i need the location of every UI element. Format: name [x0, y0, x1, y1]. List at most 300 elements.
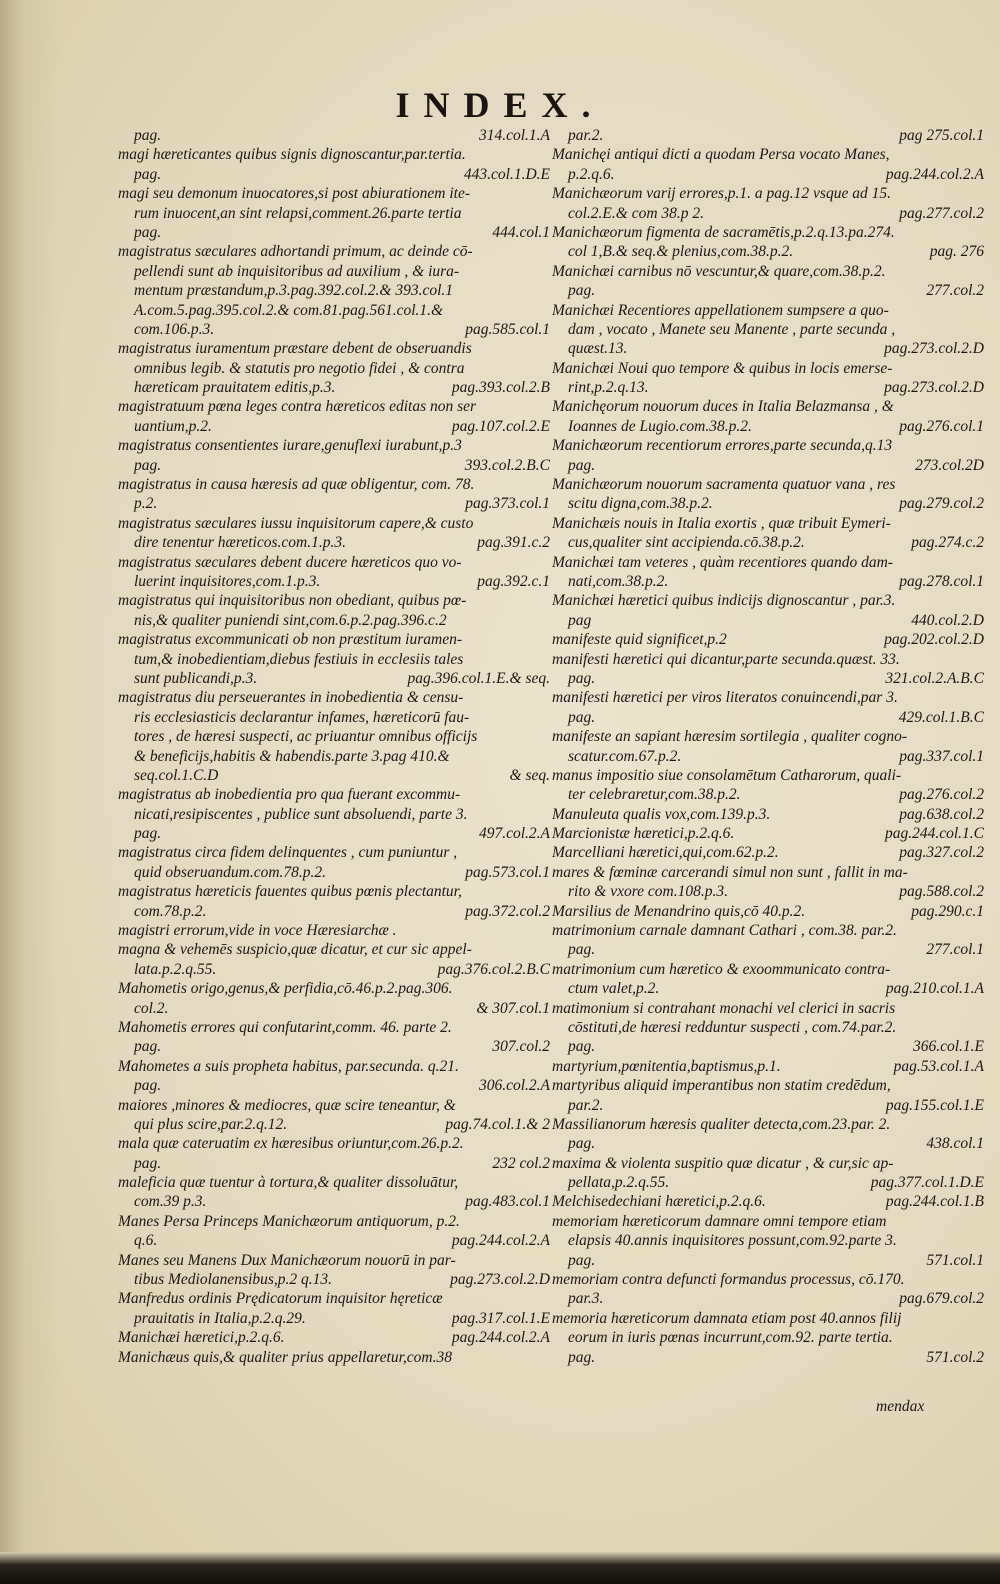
index-entry-line — [118, 1348, 550, 1367]
entry-page-reference: pag.573.col.1 — [465, 863, 550, 881]
index-entry-line — [552, 1154, 984, 1173]
entry-page-reference: 232 col.2 — [492, 1154, 550, 1172]
entry-page-reference: 321.col.2.A.B.C — [885, 669, 984, 687]
entry-page-reference: pag.376.col.2.B.C — [437, 960, 550, 978]
entry-text: Manichæi carnibus nō vescuntur,& quare,com.38.p.2. — [552, 262, 886, 280]
entry-text: manifeste quid significet,p.2 — [552, 631, 727, 649]
index-entry-line — [552, 1076, 984, 1095]
entry-text: elapsis 40.annis inquisitores possunt,com.92.parte 3. — [568, 1232, 897, 1250]
index-entry-line — [552, 747, 984, 766]
entry-text: pag. — [568, 941, 596, 959]
entry-page-reference: 444.col.1 — [492, 223, 550, 241]
index-entry-line — [118, 630, 550, 649]
entry-page-reference: 429.col.1.B.C — [898, 708, 984, 726]
index-entry-line — [118, 669, 550, 688]
entry-page-reference: pag.396.col.1.E.& seq. — [407, 669, 550, 687]
running-head: INDEX. — [395, 85, 605, 125]
entry-text: eorum in iuris pœnas incurrunt,com.92. parte tertia. — [568, 1329, 893, 1347]
entry-text: magi seu demonum inuocatores,si post abiurationem ite- — [118, 185, 471, 203]
entry-text: mala quæ cateruatim ex hæresibus oriuntur,com.26.p.2. — [118, 1135, 464, 1153]
entry-page-reference: pag.244.col.2.A — [451, 1232, 550, 1250]
entry-text: qui plus scire,par.2.q.12. — [134, 1115, 288, 1133]
entry-text: magistratus circa fidem delinquentes , cum puniuntur , — [118, 844, 458, 862]
index-entry-line — [118, 1096, 550, 1115]
index-entry-line — [118, 320, 550, 339]
entry-text: Mahometis errores qui confutarint,comm. 46. parte 2. — [118, 1018, 452, 1036]
entry-text: & beneficijs,habitis & habendis.parte 3.pag 410.& — [134, 747, 450, 765]
index-entry-line — [118, 572, 550, 591]
entry-text: pag. — [568, 1038, 596, 1056]
entry-page-reference: 393.col.2.B.C — [464, 456, 550, 474]
entry-text: magistratus iuramentum præstare debent de obseruandis — [118, 340, 472, 358]
index-entry-line — [118, 1251, 550, 1270]
entry-text: magistratus qui inquisitoribus non obediant, quibus pœ- — [118, 592, 467, 610]
index-entry-line — [552, 281, 984, 300]
entry-text: col.2.E.& com 38.p 2. — [568, 204, 705, 222]
entry-text: manus impositio siue consolamētum Catharorum, quali- — [552, 766, 902, 784]
entry-text: quæst.13. — [568, 340, 628, 358]
entry-text: martyrium,pœnitentia,baptismus,p.1. — [552, 1057, 781, 1075]
entry-page-reference: pag.679.col.2 — [899, 1290, 984, 1308]
index-entry-line — [552, 1192, 984, 1211]
entry-text: com.78.p.2. — [134, 902, 207, 920]
index-entry-line — [118, 960, 550, 979]
entry-page-reference: pag.273.col.2.D — [884, 340, 984, 358]
entry-text: Manichæus quis,& qualiter prius appellaretur,com.38 — [118, 1348, 452, 1366]
index-entry-line — [552, 979, 984, 998]
entry-page-reference: 497.col.2.A — [478, 825, 550, 843]
index-entry-line — [552, 1231, 984, 1250]
entry-page-reference: pag.74.col.1.& 2 — [445, 1115, 550, 1133]
entry-text: mentum præstandum,p.3.pag.392.col.2.& 393.col.1 — [134, 282, 454, 300]
entry-text: par.2. — [568, 127, 604, 144]
index-entry-line — [552, 650, 984, 669]
entry-page-reference: pag.290.c.1 — [911, 902, 984, 920]
index-entry-line — [118, 1134, 550, 1153]
entry-text: rint,p.2.q.13. — [568, 379, 649, 397]
index-entry-line — [118, 204, 550, 223]
index-entry-line — [118, 281, 550, 300]
index-entry-line — [552, 1270, 984, 1289]
index-entry-line — [118, 417, 550, 436]
entry-text: manifesti hæretici per viros literatos conuincendi,par 3. — [552, 689, 898, 707]
entry-text: Marcionistæ hæretici,p.2.q.6. — [552, 825, 735, 843]
index-entry-line — [118, 1173, 550, 1192]
entry-page-reference: 571.col.2 — [926, 1348, 984, 1366]
entry-text: quid obseruandum.com.78.p.2. — [134, 863, 327, 881]
entry-page-reference: pag.53.col.1.A — [893, 1057, 984, 1075]
index-entry-line — [552, 242, 984, 261]
index-entry-line — [552, 533, 984, 552]
entry-text: p.2.q.6. — [568, 165, 615, 183]
index-entry-line — [552, 1018, 984, 1037]
index-entry-line — [552, 184, 984, 203]
entry-text: Ioannes de Lugio.com.38.p.2. — [568, 417, 752, 435]
index-entry-line — [118, 591, 550, 610]
entry-page-reference: pag.278.col.1 — [899, 572, 984, 590]
entry-page-reference: pag.279.col.2 — [899, 495, 984, 513]
entry-text: Manichæi hæretici quibus indicijs dignoscantur , par.3. — [552, 592, 896, 610]
entry-text: luerint inquisitores,com.1.p.3. — [134, 572, 321, 590]
entry-text: Manes Persa Princeps Manichæorum antiquorum, p.2. — [118, 1212, 460, 1230]
index-entry-line — [552, 882, 984, 901]
index-entry-line — [552, 630, 984, 649]
index-entry-line — [552, 611, 984, 630]
index-entry-line — [552, 727, 984, 746]
index-entry-line — [118, 1057, 550, 1076]
entry-text: pag. — [568, 1348, 596, 1366]
entry-page-reference: 443.col.1.D.E — [463, 165, 550, 183]
entry-text: dam , vocato , Manete seu Manente , parte secunda , — [568, 320, 896, 338]
index-entry-line — [118, 359, 550, 378]
entry-page-reference: pag.277.col.2 — [899, 204, 984, 222]
index-entry-line — [118, 650, 550, 669]
entry-text: Manichęi antiqui dicti a quodam Persa vocato Manes, — [552, 146, 890, 164]
index-entry-line — [118, 1231, 550, 1250]
entry-text: pag. — [568, 1135, 596, 1153]
index-entry-line — [118, 533, 550, 552]
entry-text: magistratus sæculares debent ducere hæreticos quo vo- — [118, 553, 462, 571]
index-entry-line — [552, 688, 984, 707]
index-entry-line — [118, 843, 550, 862]
index-entry-line — [552, 1037, 984, 1056]
entry-page-reference: & 307.col.1 — [476, 999, 550, 1017]
entry-page-reference: pag.274.c.2 — [911, 534, 984, 552]
index-entry-line — [118, 1154, 550, 1173]
entry-page-reference: pag.276.col.1 — [899, 417, 984, 435]
entry-text: pag. — [134, 1154, 162, 1172]
entry-text: magistratus sæculares iussu inquisitorum capere,& custo — [118, 514, 474, 532]
entry-text: Marsilius de Menandrino quis,cō 40.p.2. — [552, 902, 806, 920]
index-entry-line — [118, 165, 550, 184]
index-entry-line — [552, 436, 984, 455]
entry-text: magistri errorum,vide in voce Hæresiarchæ . — [118, 922, 397, 940]
index-entry-line — [552, 960, 984, 979]
entry-text: Mahometes a suis propheta habitus, par.secunda. q.21. — [118, 1057, 459, 1075]
index-entry-line — [552, 301, 984, 320]
index-column-left — [118, 126, 550, 1367]
entry-text: nis,& qualiter puniendi sint,com.6.p.2.pag.396.c.2 — [134, 611, 447, 629]
index-entry-line — [552, 805, 984, 824]
entry-text: magistratus hæreticis fauentes quibus pœnis plectantur, — [118, 883, 462, 901]
entry-text: ris ecclesiasticis declarantur infames, hæreticorū fau- — [134, 708, 470, 726]
entry-text: seq.col.1.C.D — [134, 766, 219, 784]
index-entry-line — [552, 999, 984, 1018]
entry-page-reference: 314.col.1.A — [478, 127, 550, 144]
index-entry-line — [118, 262, 550, 281]
index-entry-line — [118, 1076, 550, 1095]
entry-page-reference: pag.244.col.1.C — [884, 825, 984, 843]
index-entry-line — [552, 572, 984, 591]
entry-text: Manes seu Manens Dux Manichæorum nouorū in par- — [118, 1251, 456, 1269]
index-entry-line — [118, 611, 550, 630]
index-entry-line — [118, 824, 550, 843]
index-entry-line — [118, 553, 550, 572]
entry-page-reference: 366.col.1.E — [912, 1038, 984, 1056]
entry-text: pag — [568, 611, 592, 629]
entry-page-reference: pag.155.col.1.E — [885, 1096, 984, 1114]
entry-text: col 1,B.& seq.& plenius,com.38.p.2. — [568, 243, 794, 261]
entry-text: sunt publicandi,p.3. — [134, 669, 258, 687]
entry-text: rum inuocent,an sint relapsi,comment.26.parte tertia — [134, 204, 462, 222]
entry-page-reference: pag.317.col.1.E — [451, 1309, 550, 1327]
entry-text: Massilianorum hæresis qualiter detecta,com.23.par. 2. — [552, 1115, 891, 1133]
index-entry-line — [552, 378, 984, 397]
entry-page-reference: 277.col.2 — [926, 282, 984, 300]
index-entry-line — [118, 902, 550, 921]
entry-text: maxima & violenta suspitio quæ dicatur , & cur,sic ap- — [552, 1154, 894, 1172]
entry-page-reference: 277.col.1 — [926, 941, 984, 959]
entry-text: omnibus legib. & statutis pro negotio fidei , & contra — [134, 359, 465, 377]
entry-text: magi hæreticantes quibus signis dignoscantur,par.tertia. — [118, 146, 466, 164]
entry-text: com.106.p.3. — [134, 320, 215, 338]
entry-text: pellendi sunt ab inquisitoribus ad auxilium , & iura- — [134, 262, 460, 280]
index-entry-line — [118, 688, 550, 707]
entry-text: Manichæorum varij errores,p.1. a pag.12 vsque ad 15. — [552, 185, 891, 203]
index-entry-line — [552, 1348, 984, 1367]
index-entry-line — [552, 708, 984, 727]
entry-page-reference: pag 275.col.1 — [899, 127, 984, 144]
index-entry-line — [552, 785, 984, 804]
entry-text: maiores ,minores & mediocres, quæ scire teneantur, & — [118, 1096, 456, 1114]
entry-text: martyribus aliquid imperantibus non statim credēdum, — [552, 1077, 891, 1095]
index-entry-line — [118, 184, 550, 203]
index-entry-line — [118, 1212, 550, 1231]
entry-page-reference: pag.377.col.1.D.E — [870, 1174, 984, 1192]
entry-text: Melchisedechiani hæretici,p.2.q.6. — [552, 1193, 766, 1211]
entry-text: Manichæi Recentiores appellationem sumpsere a quo- — [552, 301, 889, 319]
entry-text: pag. — [134, 1077, 162, 1095]
entry-text: Marcelliani hæretici,qui,com.62.p.2. — [552, 844, 779, 862]
entry-text: dire tenentur hæreticos.com.1.p.3. — [134, 534, 346, 552]
entry-page-reference: pag.273.col.2.D — [884, 379, 984, 397]
index-entry-line — [552, 669, 984, 688]
entry-page-reference: pag.588.col.2 — [899, 883, 984, 901]
index-entry-line — [552, 1212, 984, 1231]
entry-text: q.6. — [134, 1232, 158, 1250]
index-entry-line — [552, 902, 984, 921]
entry-page-reference: pag.373.col.1 — [465, 495, 550, 513]
entry-text: mares & fœminæ carcerandi simul non sunt , fallit in ma- — [552, 863, 908, 881]
entry-text: memoria hæreticorum damnata etiam post 40.annos filij — [552, 1309, 902, 1327]
index-entry-line — [118, 921, 550, 940]
index-entry-line — [118, 436, 550, 455]
entry-text: magistratus diu perseuerantes in inobedientia & censu- — [118, 689, 464, 707]
entry-text: pag. — [134, 456, 162, 474]
entry-text: pag. — [568, 669, 596, 687]
entry-text: pag. — [568, 456, 596, 474]
index-entry-line — [118, 456, 550, 475]
entry-text: Manichæorum figmenta de sacramētis,p.2.q.13.pa.274. — [552, 223, 895, 241]
entry-text: pag. — [134, 825, 162, 843]
entry-page-reference: 571.col.1 — [926, 1251, 984, 1269]
entry-text: Mahometis origo,genus,& perfidia,cō.46.p.2.pag.306. — [118, 980, 453, 998]
index-entry-line — [118, 1192, 550, 1211]
entry-text: memoriam hæreticorum damnare omni tempore etiam — [552, 1212, 887, 1230]
entry-page-reference: pag.483.col.1 — [465, 1193, 550, 1211]
entry-text: Manfredus ordinis Prędicatorum inquisitor hęreticæ — [118, 1290, 443, 1308]
index-entry-line — [118, 1289, 550, 1308]
index-entry-line — [552, 397, 984, 416]
index-entry-line — [118, 494, 550, 513]
index-entry-line — [552, 262, 984, 281]
entry-text: magistratus in causa hæresis ad quæ obligentur, com. 78. — [118, 476, 475, 494]
entry-page-reference: pag.273.col.2.D — [450, 1271, 550, 1289]
entry-page-reference: 307.col.2 — [492, 1038, 550, 1056]
entry-page-reference: pag.393.col.2.B — [451, 379, 550, 397]
index-entry-line — [118, 1115, 550, 1134]
entry-page-reference: pag.638.col.2 — [899, 805, 984, 823]
index-entry-line — [552, 359, 984, 378]
entry-text: matrimonium cum hæretico & exoommunicato contra- — [552, 960, 891, 978]
index-entry-line — [118, 378, 550, 397]
entry-page-reference: 440.col.2.D — [911, 611, 984, 629]
entry-page-reference: pag.107.col.2.E — [451, 417, 550, 435]
index-entry-line — [552, 1289, 984, 1308]
index-entry-line — [118, 863, 550, 882]
index-entry-line — [118, 339, 550, 358]
entry-text: par.3. — [568, 1290, 604, 1308]
index-entry-line — [552, 223, 984, 242]
catchword: mendax — [876, 1398, 925, 1415]
index-entry-line — [118, 979, 550, 998]
entry-page-reference: & seq. — [509, 766, 550, 784]
entry-text: lata.p.2.q.55. — [134, 960, 217, 978]
entry-page-reference: pag.372.col.2 — [465, 902, 550, 920]
index-entry-line — [118, 785, 550, 804]
entry-text: Manichæi tam veteres , quàm recentiores quando dam- — [552, 553, 893, 571]
entry-text: tum,& inobedientiam,diebus festiuis in ecclesiis tales — [134, 650, 464, 668]
entry-text: scitu digna,com.38.p.2. — [568, 495, 713, 513]
entry-text: cōstituti,de hæresi redduntur suspecti , com.74.par.2. — [568, 1018, 897, 1036]
entry-text: ter celebraretur,com.38.p.2. — [568, 786, 741, 804]
index-entry-line — [552, 921, 984, 940]
index-entry-line — [118, 747, 550, 766]
entry-page-reference: pag.337.col.1 — [899, 747, 984, 765]
entry-page-reference: pag.585.col.1 — [465, 320, 550, 338]
index-entry-line — [552, 1134, 984, 1153]
entry-text: pag. — [568, 1251, 596, 1269]
index-column-right — [552, 126, 984, 1367]
entry-text: uantium,p.2. — [134, 417, 212, 435]
index-entry-line — [552, 145, 984, 164]
entry-text: Manichæorum recentiorum errores,parte secunda,q.13 — [552, 437, 893, 455]
entry-text: cus,qualiter sint accipienda.cō.38.p.2. — [568, 534, 805, 552]
entry-text: ctum valet,p.2. — [568, 980, 660, 998]
entry-text: magistratus ab inobedientia pro qua fuerant excommu- — [118, 786, 461, 804]
index-entry-line — [118, 223, 550, 242]
index-entry-line — [118, 1328, 550, 1347]
entry-text: maleficia quæ tuentur à tortura,& qualiter dissoluātur, — [118, 1174, 459, 1192]
index-entry-line — [118, 708, 550, 727]
entry-text: tores , de hæresi suspecti, ac priuantur omnibus officijs — [134, 728, 478, 746]
index-entry-line — [552, 204, 984, 223]
entry-text: pag. — [134, 165, 162, 183]
entry-text: p.2. — [134, 495, 158, 513]
entry-text: pellata,p.2.q.55. — [568, 1174, 670, 1192]
entry-text: magistratus sæculares adhortandi primum, ac deinde cō- — [118, 243, 473, 261]
index-entry-line — [118, 126, 550, 145]
index-entry-line — [118, 1309, 550, 1328]
entry-text: Manichæis nouis in Italia exortis , quæ tribuit Eymeri- — [552, 514, 891, 532]
index-entry-line — [118, 242, 550, 261]
index-entry-line — [118, 301, 550, 320]
index-entry-line — [552, 1057, 984, 1076]
index-entry-line — [118, 475, 550, 494]
entry-page-reference: pag.327.col.2 — [899, 844, 984, 862]
entry-page-reference: pag. 276 — [929, 243, 984, 261]
index-entry-line — [118, 1270, 550, 1289]
entry-text: A.com.5.pag.395.col.2.& com.81.pag.561.col.1.& — [134, 301, 444, 319]
entry-page-reference: pag.392.c.1 — [477, 572, 550, 590]
index-entry-line — [552, 1173, 984, 1192]
index-entry-line — [118, 1037, 550, 1056]
spine-shadow — [0, 0, 60, 1584]
entry-text: com.39 p.3. — [134, 1193, 207, 1211]
entry-text: matrimonium carnale damnant Cathari , com.38. par.2. — [552, 922, 897, 940]
index-entry-line — [552, 863, 984, 882]
index-entry-line — [118, 1018, 550, 1037]
entry-page-reference: pag.391.c.2 — [477, 534, 550, 552]
entry-text: Manichęorum nouorum duces in Italia Belazmansa , & — [552, 398, 894, 416]
index-entry-line — [552, 456, 984, 475]
entry-text: magistratus consentientes iurare,genuflexi iurabunt,p.3 — [118, 437, 462, 455]
entry-text: pag. — [134, 127, 162, 144]
index-entry-line — [552, 417, 984, 436]
entry-text: col.2. — [134, 999, 169, 1017]
entry-text: Manichæi Noui quo tempore & quibus in locis emerse- — [552, 359, 893, 377]
entry-text: pag. — [568, 708, 596, 726]
entry-text: manifesti hæretici qui dicantur,parte secunda.quæst. 33. — [552, 650, 900, 668]
entry-page-reference: 438.col.1 — [926, 1135, 984, 1153]
index-entry-line — [552, 514, 984, 533]
entry-text: matimonium si contrahant monachi vel clerici in sacris — [552, 999, 896, 1017]
index-entry-line — [552, 475, 984, 494]
entry-page-reference: pag.202.col.2.D — [884, 631, 984, 649]
entry-text: pag. — [568, 282, 596, 300]
entry-page-reference: 306.col.2.A — [478, 1077, 550, 1095]
index-entry-line — [552, 1251, 984, 1270]
entry-page-reference: pag.276.col.2 — [899, 786, 984, 804]
index-entry-line — [552, 843, 984, 862]
entry-text: magna & vehemēs suspicio,quæ dicatur, et cur sic appel- — [118, 941, 472, 959]
entry-page-reference: pag.210.col.1.A — [885, 980, 984, 998]
index-entry-line — [118, 727, 550, 746]
index-entry-line — [552, 553, 984, 572]
entry-text: tibus Mediolanensibus,p.2 q.13. — [134, 1271, 333, 1289]
index-entry-line — [118, 514, 550, 533]
entry-text: magistratus excommunicati ob non præstitum iuramen- — [118, 631, 462, 649]
index-entry-line — [118, 805, 550, 824]
page-bottom-edge — [0, 1552, 1000, 1584]
entry-text: pag. — [134, 223, 162, 241]
entry-page-reference: pag.244.col.1.B — [885, 1193, 984, 1211]
entry-text: nicati,resipiscentes , publice sunt absoluendi, parte 3. — [134, 805, 468, 823]
index-entry-line — [118, 766, 550, 785]
index-entry-line — [552, 320, 984, 339]
entry-text: Manuleuta qualis vox,com.139.p.3. — [552, 805, 771, 823]
index-entry-line — [552, 766, 984, 785]
entry-text: manifeste an sapiant hæresim sortilegia , qualiter cogno- — [552, 728, 908, 746]
index-entry-line — [552, 339, 984, 358]
index-entry-line — [552, 1096, 984, 1115]
entry-text: magistratuum pœna leges contra hæreticos editas non ser — [118, 398, 477, 416]
index-entry-line — [552, 1328, 984, 1347]
entry-text: rito & vxore com.108.p.3. — [568, 883, 728, 901]
index-entry-line — [552, 940, 984, 959]
entry-text: scatur.com.67.p.2. — [568, 747, 682, 765]
index-entry-line — [118, 397, 550, 416]
